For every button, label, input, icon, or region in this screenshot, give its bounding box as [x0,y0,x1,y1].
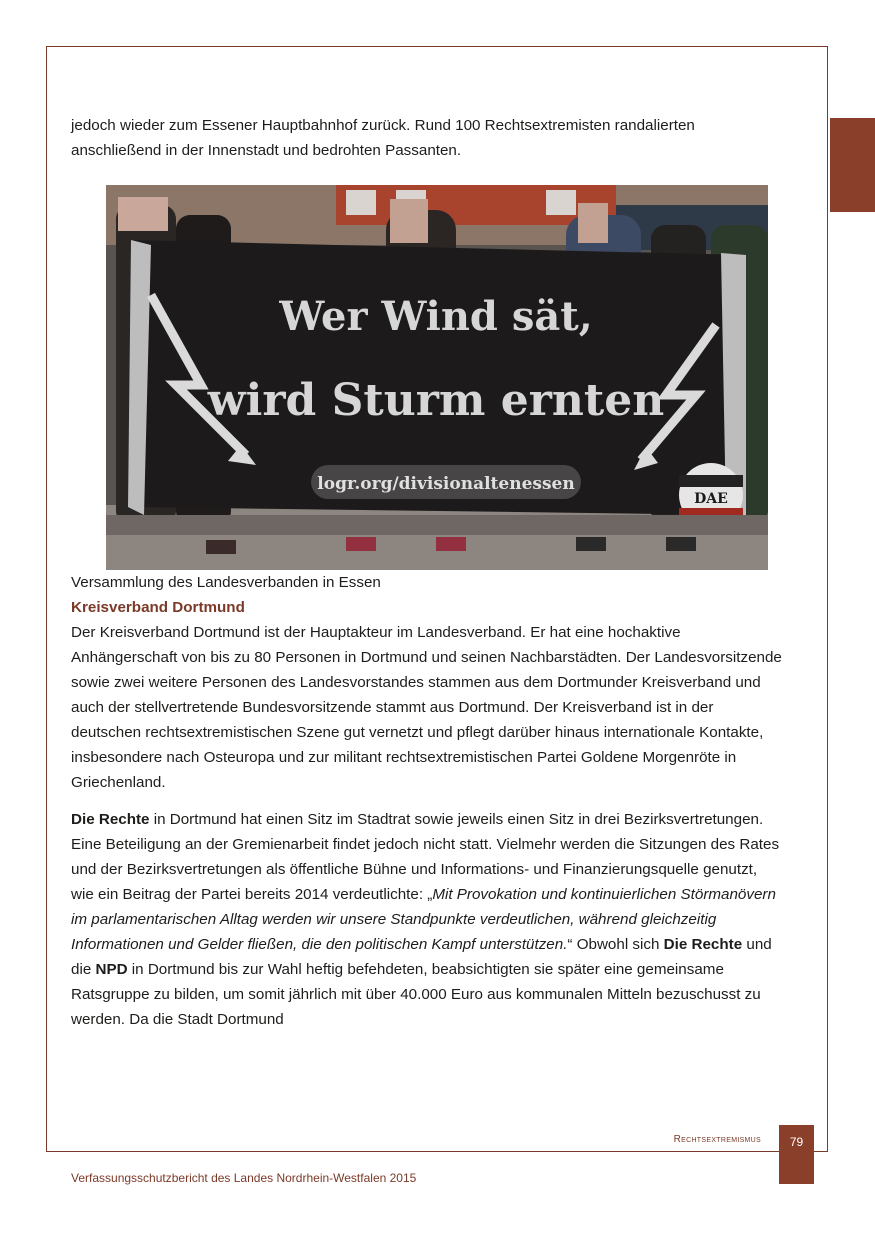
paragraph-die-rechte: Die Rechte in Dortmund hat einen Sitz im Stadtrat sowie jeweils einen Sitz in drei Bezirksvertretungen. Eine Beteiligung an der Gremienarbeit findet jedoch nicht statt. Vielmehr werden die Sitzungen des Rates und der Bezirksvertretungen als öffentliche Bühne und Informations- und Finanzierungsquelle genutzt, wie ein Beitrag der Partei bereits 2014 verdeutlichte: „Mit Provokation und kontinuierlichen Störmanövern im parlamentarischen Alltag werden wir unsere Standpunkte verdeutlichen, während gleichzeitig Informationen und Gelder fließen, die den politischen Kampf unterstützen.“ Obwohl sich Die Rechte und die NPD in Dortmund bis zur Wahl heftig befehdeten, beabsichtigten sie später eine gemeinsame Ratsgruppe zu bilden, um somit jährlich mit über 40.000 Euro aus kommunalen Mitteln bezuschusst zu werden. Da die Stadt Dortmund [71,811,780,1028]
intro-paragraph: jedoch wieder zum Essener Hauptbahnhof zurück. Rund 100 Rechtsextremisten randalierten anschließend in der Innenstadt und bedrohten Passanten. [71,117,695,159]
paragraph-kreisverband: Der Kreisverband Dortmund ist der Hauptakteur im Landesverband. Er hat eine hochaktive Anhängerschaft von bis zu 80 Personen in Dortmund und seinen Nachbarstädten. Der Landesvorsitzende sowie zwei weitere Personen des Landesvorstandes stammen aus dem Dortmunder Kreisverband und auch der stellvertretende Bundesvorsitzende stammt aus Dortmund. Der Kreisverband ist in der deutschen rechtsextremistischen Szene gut vernetzt und pflegt darüber hinaus internationale Kontakte, insbesondere nach Osteuropa und zur militant rechtsextremistischen Partei Goldene Morgenröte in Griechenland. [71,624,782,791]
photo-caption: Versammlung des Landesverbanden in Essen [71,574,381,591]
banner-badge: DAE [694,491,728,507]
main-content [71,113,783,1032]
banner-url: logr.org/divisionaltenessen [317,474,575,494]
party-quote: Mit Provokation und kontinuierlichen Störmanövern im parlamentarischen Alltag werden wir unsere Standpunkte verdeutlichen, während gleichzeitig Informationen und Gelder fließen, die den politischen Kampf unterstützen. [71,886,776,953]
section-heading: Kreisverband Dortmund [71,599,245,616]
banner-text-line1: Wer Wind sät, [279,293,593,340]
chapter-tab [830,118,875,212]
page-number: 79 [779,1125,814,1184]
party-name-npd: NPD [95,961,128,978]
banner-text-line2: wird Sturm ernten [207,375,665,426]
demonstration-photo [106,185,768,570]
footer-section-label: Rechtsextremismus [673,1134,761,1145]
party-name-die-rechte: Die Rechte [71,811,150,828]
footer-publication: Verfassungsschutzbericht des Landes Nordrhein-Westfalen 2015 [71,1171,417,1185]
party-name-die-rechte-2: Die Rechte [663,936,743,953]
